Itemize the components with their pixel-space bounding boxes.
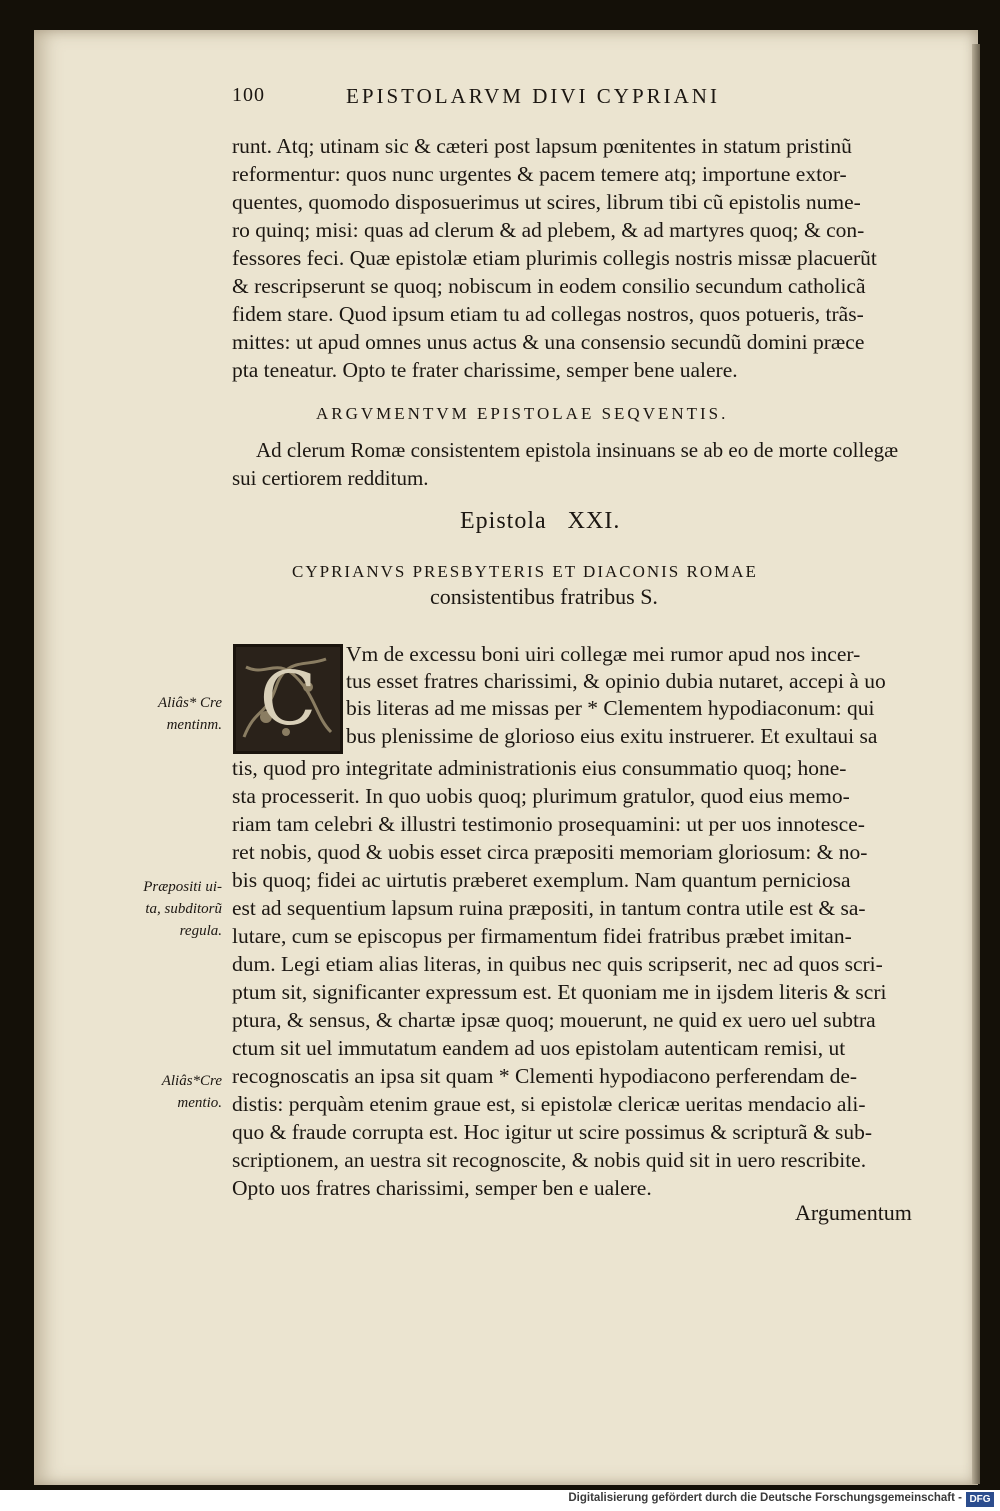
epistola-line: distis: perquàm etenim graue est, si epistolæ clericæ ueritas mendacio ali- (232, 1092, 866, 1116)
margin-note-line: mentinm. (166, 717, 222, 733)
margin-note-3 (122, 1070, 222, 1114)
epistola-line: quo & fraude corrupta est. Hoc igitur ut scire possimus & scripturã & sub- (232, 1120, 873, 1144)
text-line: & rescripserunt se quoq; nobiscum in eodem consilio secundum catholicã (232, 274, 866, 298)
margin-note-line: regula. (179, 923, 222, 939)
text-line: fidem stare. Quod ipsum etiam tu ad collegas nostros, quos potueris, trãs- (232, 302, 864, 326)
margin-note-line: Præpositi ui- (143, 879, 222, 895)
text-line: ro quinq; misi: quas ad clerum & ad plebem, & ad martyres quoq; & con- (232, 218, 865, 242)
footer-credit: Digitalisierung gefördert durch die Deutsche Forschungsgemeinschaft - (568, 1492, 962, 1504)
argument-line: Ad clerum Romæ consistentem epistola insinuans se ab eo de morte collegæ (256, 438, 899, 462)
text-line: reformentur: quos nunc urgentes & pacem temere atq; importune extor- (232, 162, 847, 186)
salutation-line-2: consistentibus fratribus S. (430, 584, 658, 609)
dfg-logo-icon: DFG (966, 1492, 994, 1507)
epistola-line: est ad sequentium lapsum ruina præpositi, in tantum contra utile est & sa- (232, 896, 866, 920)
epistola-line: tis, quod pro integritate administrationis eius consummatio quoq; hone- (232, 756, 847, 780)
page-edge (972, 44, 980, 1484)
running-title: EPISTOLARVM DIVI CYPRIANI (346, 84, 720, 108)
epistola-line: ptura, & sensus, & chartæ ipsæ quoq; mouerunt, ne quid ex uero uel subtra (232, 1008, 876, 1032)
epistola-line: ret nobis, quod & uobis esset circa præpositi memoriam gloriosum: & no- (232, 840, 868, 864)
margin-note-2 (122, 876, 222, 942)
epistola-line: dum. Legi etiam alias literas, in quibus nec quis scripserit, nec ad quos scri- (232, 952, 883, 976)
decorated-initial (233, 644, 343, 754)
argument-line: sui certiorem redditum. (232, 466, 429, 490)
epistola-line: tus esset fratres charissimi, & opinio dubia nutaret, accepi à uo (346, 669, 886, 693)
epistola-line: bus plenissime de glorioso eius exitu instruerer. Et exultaui sa (346, 724, 878, 748)
epistola-line: ptum sit, significanter expressum est. Et quoniam me in ijsdem literis & scri (232, 980, 887, 1004)
epistola-line: Opto uos fratres charissimi, semper ben e ualere. (232, 1176, 652, 1200)
footer-bar (0, 1490, 1000, 1511)
epistola-line: scriptionem, an uestra sit recognoscite, & nobis quid sit in uero rescribite. (232, 1148, 867, 1172)
text-line: quentes, quomodo disposuerimus ut scires, librum tibi cũ epistolis nume- (232, 190, 861, 214)
margin-note-line: ta, subditorũ (145, 901, 222, 917)
epistola-line: ctum sit uel immutatum eandem ad uos epistolam autenticam remisi, ut (232, 1036, 846, 1060)
epistola-line: bis quoq; fidei ac uirtutis præberet exemplum. Nam quantum perniciosa (232, 868, 851, 892)
text-line: runt. Atq; utinam sic & cæteri post lapsum pœnitentes in statum pristinũ (232, 134, 852, 158)
margin-note-1 (122, 692, 222, 736)
text-line: fessores feci. Quæ epistolæ etiam plurimis collegis nostris missæ placuerũt (232, 246, 877, 270)
text-line: pta teneatur. Opto te frater charissime, semper bene ualere. (232, 358, 738, 382)
page-number: 100 (232, 84, 265, 106)
epistola-line: bis literas ad me missas per * Clementem hypodiaconum: qui (346, 696, 875, 720)
initial-letter: C (259, 656, 317, 742)
argument-heading: ARGVMENTVM EPISTOLAE SEQVENTIS. (316, 404, 729, 423)
salutation-line-1: CYPRIANVS PRESBYTERIS ET DIACONIS ROMAE (292, 562, 758, 581)
catchword: Argumentum (795, 1200, 912, 1225)
epistola-line: sta processerit. In quo uobis quoq; plurimum gratulor, quod eius memo- (232, 784, 850, 808)
epistola-line: Vm de excessu boni uiri collegæ mei rumor apud nos incer- (346, 642, 861, 666)
epistola-line: riam tam celebri & illustri testimonio prosequamini: ut per uos innotesce- (232, 812, 865, 836)
epistola-line: recognoscatis an ipsa sit quam * Clementi hypodiacono perferendam de- (232, 1064, 858, 1088)
margin-note-line: Aliâs* Cre (157, 695, 222, 711)
epistola-title: Epistola XXI. (460, 508, 621, 534)
epistola-line: lutare, cum se episcopus per firmamentum fidei fratribus præbet imitan- (232, 924, 852, 948)
page-header (232, 84, 952, 114)
margin-note-line: Aliâs*Cre (161, 1073, 222, 1089)
text-line: mittes: ut apud omnes unus actus & una consensio secundũ domini præce (232, 330, 865, 354)
margin-note-line: mentio. (177, 1095, 222, 1111)
